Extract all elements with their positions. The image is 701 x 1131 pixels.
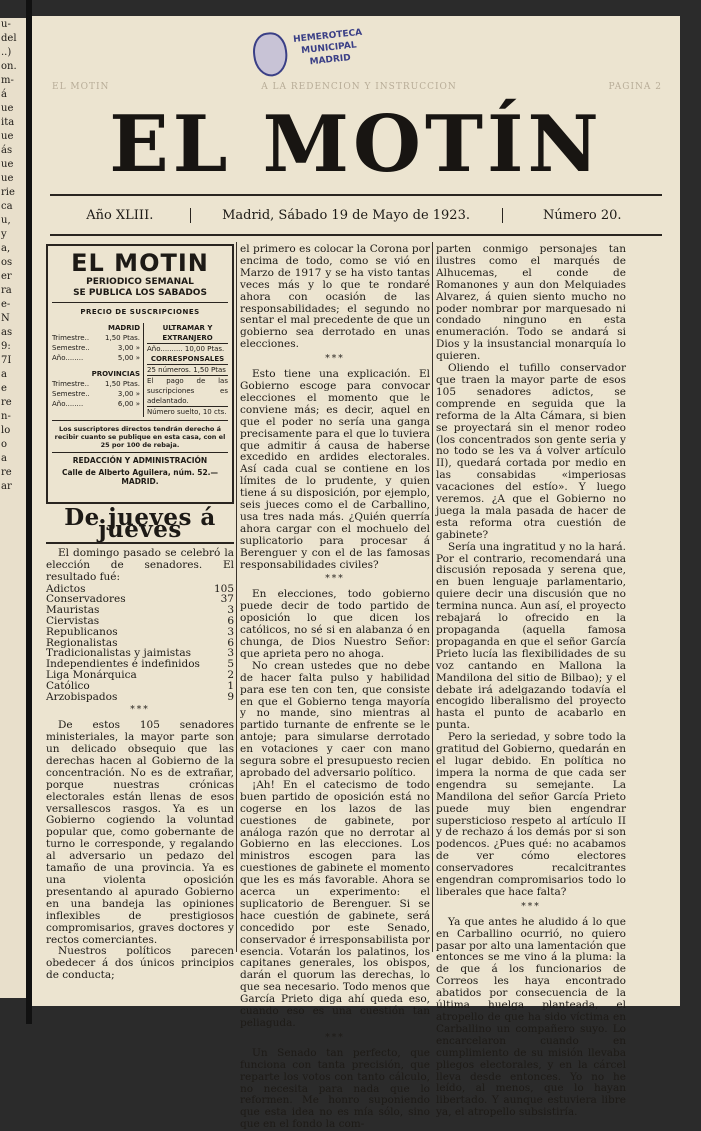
- party-name: Ciervistas: [46, 614, 100, 627]
- prev-page-fragment: lo: [1, 425, 11, 436]
- col2-paragraph-3: En elecciones, todo gobierno puede decir de todo partido de oposición lo que dicen los católicos, no sé si en alabanza ó en chunga, de Dios Nuestro Señor: que aprieta pero no ahoga.: [240, 588, 430, 660]
- election-results-list: [46, 584, 234, 703]
- admin-address: Calle de Alberto Aguilera, núm. 52.—MADRID.: [61, 467, 219, 486]
- col3-paragraph-5: Ya que antes he aludido á lo que en Carballino ocurrió, no quiero pasar por alto una lamentación que entonces se me vino á la pluma: la de que á los funcionarios de Correos les haya encontrado abatidos por consecuencia de la última huelga planteada, el atropello de que ha sido víctima en Carballino un compañero suyo. Lo encarcelaron cuando en cumplimiento de su misión llevaba pliegos electorales, y en la cárcel lleva desde entonces. Yo no he leído, al menos, que lo hayan libertado. Y aunque estuviera libre ya, el atropello subsistiría.: [436, 915, 626, 1119]
- col3-paragraph-3: Sería una ingratitud y no la hará. Por el contrario, recomendará una discusión reposada y serena que, en buen lenguaje parlamentario, quiere decir una discusión que no termina nunca. Aun así, el proyecto rebajará lo ofrecido en la propaganda (aquella famosa propaganda en que el señor García Prieto lucía las flexibilidades de su voz cantando en Mallona la Mandilona del sitio de Bilbao); y el debate irá adelgazando todavía el encogido liberalismo del proyecto hasta el punto de acabarlo en punta.: [436, 540, 626, 732]
- corresponsales-price: 25 números. 1,50 Ptas: [147, 365, 226, 374]
- prev-page-fragment: á: [1, 89, 7, 100]
- provincias-heading: PROVINCIAS: [91, 369, 140, 378]
- prev-page-fragment: y: [1, 229, 7, 240]
- party-name: Regionalistas: [46, 636, 118, 649]
- column-2: [240, 244, 430, 1131]
- separator-stars: ***: [325, 574, 345, 585]
- result-row: [46, 681, 234, 692]
- seat-count: 9: [227, 690, 234, 703]
- party-name: Republicanos: [46, 625, 118, 638]
- seat-count: 105: [213, 582, 234, 595]
- price-period: Año........: [52, 399, 84, 408]
- col2-paragraph-1: el primero es colocar la Corona por encima de todo, como se vió en Marzo de 1917 y se ha visto tantas veces más y lo que te rondaré ahora con ocasión de las responsabilidades; el segundo no sentar el mal precedente de que un gobierno sea derrotado en unas elecciones.: [240, 243, 430, 351]
- price-row: [52, 353, 140, 363]
- price-row: [52, 343, 140, 353]
- prev-page-fragment: u,: [1, 215, 11, 226]
- seat-count: 6: [227, 614, 234, 627]
- party-name: Adictos: [46, 582, 86, 595]
- section-title: De jueves á jueves: [64, 504, 216, 543]
- price-period: Trimestre..: [52, 379, 90, 388]
- price-value: 1,50 Ptas.: [105, 379, 140, 388]
- price-value: 1,50 Ptas.: [105, 333, 140, 342]
- prev-page-fragment: ue: [1, 173, 14, 184]
- result-row: [46, 692, 234, 703]
- ultramar-price: Año.......... 10,00 Ptas.: [147, 344, 225, 353]
- issue-date: Madrid, Sábado 19 de Mayo de 1923.: [191, 208, 503, 223]
- prev-page-fragment: ar: [1, 481, 12, 492]
- seat-count: 3: [227, 647, 234, 660]
- prev-page-fragment: ra: [1, 285, 12, 296]
- seat-count: 3: [227, 625, 234, 638]
- madrid-heading: MADRID: [108, 323, 140, 332]
- column-1: [46, 244, 234, 982]
- prev-page-fragment: ca: [1, 201, 13, 212]
- box-subtitle-1: PERIODICO SEMANAL: [86, 277, 194, 287]
- party-name: Liga Monárquica: [46, 668, 137, 681]
- issue-year: Año XLIII.: [50, 208, 191, 223]
- prev-page-fragment: rie: [1, 187, 15, 198]
- seat-count: 6: [227, 636, 234, 649]
- separator-stars: ***: [130, 705, 150, 716]
- prev-page-fragment: u-: [1, 19, 11, 30]
- subscriber-note: Los suscriptores directos tendrán derecho á recibir cuanto se publique en esta casa, con el 25 por 100 de rebaja.: [54, 424, 226, 449]
- party-name: Mauristas: [46, 604, 100, 617]
- prev-page-fragment: ue: [1, 159, 14, 170]
- ghost-left: EL MOTIN: [52, 82, 110, 92]
- newspaper-page: [32, 16, 680, 1131]
- ultramar-heading: ULTRAMAR Y EXTRANJERO: [147, 323, 228, 344]
- issue-info-bar: [50, 194, 662, 236]
- admin-heading: REDACCIÓN Y ADMINISTRACIÓN: [72, 455, 208, 465]
- prev-page-fragment: re: [1, 397, 12, 408]
- box-subtitle-2: SE PUBLICA LOS SABADOS: [73, 288, 207, 298]
- seat-count: 3: [227, 604, 234, 617]
- stamp-line-2: MUNICIPAL: [300, 40, 358, 57]
- box-title: EL MOTIN: [71, 249, 209, 277]
- prev-page-fragment: a: [1, 369, 7, 380]
- col2-paragraph-6: Un Senado tan perfecto, que funciona con tanta precisión, que reparte los votos con tanto cálculo, no necesita para nada que lo reformen. Me honro suponiendo que esta idea no es mía sólo, sino que en el fondo la com-: [240, 1046, 430, 1131]
- prev-page-fragment: os: [1, 257, 13, 268]
- single-issue-price: Número suelto, 10 cts.: [147, 407, 227, 416]
- price-period: Trimestre..: [52, 333, 90, 342]
- party-name: Independientes é indefinidos: [46, 658, 200, 671]
- coat-of-arms-icon: [251, 31, 289, 78]
- col3-paragraph-2: Oliendo el tufillo conservador que traen la mayor parte de esos 105 senadores adictos, se comprende en seguida que la reforma de la Alta Cámara, si bien se proyectará sin el menor rodeo (los concentrados son gente seria y no todo se les va á volver artículo II), quedará cortada por medio en las consabidas «imperiosas vacaciones del estío». Y luego veremos. ¿A que el Gobierno no juega la mala pasada de hacer de esta reforma otra cuestión de gabinete?: [436, 362, 626, 541]
- stamp-line-1: HEMEROTECA: [292, 27, 363, 45]
- prev-page-fragment: e: [1, 383, 7, 394]
- stamp-line-3: MADRID: [309, 53, 352, 68]
- prev-page-fragment: N: [1, 313, 10, 324]
- price-value: 3,00 »: [117, 343, 140, 352]
- masthead-title: EL MOTÍN: [109, 99, 603, 190]
- prev-page-fragment: er: [1, 271, 12, 282]
- price-row: [52, 379, 140, 389]
- seat-count: 2: [227, 668, 234, 681]
- corresponsales-heading: CORRESPONSALES: [147, 354, 228, 365]
- price-period: Semestre..: [52, 389, 90, 398]
- prev-page-fragment: ue: [1, 103, 14, 114]
- price-period: Año........: [52, 353, 84, 362]
- election-intro: El domingo pasado se celebró la elección de senadores. El resultado fué:: [46, 546, 234, 583]
- prev-page-fragment: 9:: [1, 341, 11, 352]
- seat-count: 1: [227, 679, 234, 692]
- prices-title: PRECIO DE SUSCRIPCIONES: [80, 308, 200, 316]
- party-name: Tradicionalistas y jaimistas: [46, 647, 191, 660]
- price-row: [52, 333, 140, 343]
- result-row: [46, 627, 234, 638]
- price-period: Semestre..: [52, 343, 90, 352]
- party-name: Conservadores: [46, 593, 126, 606]
- col2-paragraph-5: ¡Ah! En el catecismo de todo buen partido de oposición está no cogerse en los lazos de las cuestiones de gabinete, por análoga razón que no derrotar al Gobierno en las elecciones. Los ministros escogen para las cuestiones de gabinete el momento que les es más favorable. Ahora se acerca un experimento: el suplicatorio de Berenguer. Si se hace cuestión de gabinete, será concedido por este Senado, conservador é irresponsabilista por esencia. Votarán los palatinos, los capitanes generales, los obispos, darán el quorum las derechas, lo que sea necesario. Todo menos que García Prieto diga ahí queda eso, cuando eso es una cuestión tan peliaguda.: [240, 778, 430, 1029]
- prev-page-fragment: e-: [1, 299, 11, 310]
- prev-page-fragment: a: [1, 453, 7, 464]
- price-row: [52, 399, 140, 409]
- payment-note: El pago de las suscripciones es adelantado.: [147, 376, 228, 405]
- party-name: Católico: [46, 679, 90, 692]
- col1-paragraph-1: De estos 105 senadores ministeriales, la mayor parte son un delicado obsequio que las derechas hacen al Gobierno de la concentración. No es de extrañar, porque nuestras crónicas electorales están llenas de esos versallescos rasgos. Ya es un Gobierno cogiendo la voluntad popular que, como gobernante de turno le corresponde, y regalando al adversario un pedazo del tamaño de una provincia. Ya es una violenta oposición presentando al apurado Gobierno en una bandeja las opiniones inflexibles de prestigiosos compromisarios, graves doctores y rectos comerciantes.: [46, 719, 234, 946]
- separator-stars: ***: [325, 354, 345, 365]
- subscription-box: [46, 244, 234, 504]
- party-name: Arzobispados: [46, 690, 118, 703]
- prev-page-fragment: ita: [1, 117, 15, 128]
- column-divider: [432, 242, 433, 952]
- col3-paragraph-1: parten conmigo personajes tan ilustres como el marqués de Alhucemas, el conde de Romanones y aun don Melquiades Alvarez, á quien siento mucho no poder nombrar por marquesado ni condado ninguno en esta enumeración. Todo se andará si Dios y la insustancial monarquía lo quieren.: [436, 243, 626, 363]
- prev-page-fragment: m-: [1, 75, 14, 86]
- price-value: 6,00 »: [117, 399, 140, 408]
- prev-page-fragment: o: [1, 439, 8, 450]
- separator-stars: ***: [521, 901, 541, 912]
- ghost-center: A LA REDENCION Y INSTRUCCION: [261, 82, 457, 92]
- price-row: [52, 389, 140, 399]
- col3-paragraph-4: Pero la seriedad, y sobre todo la gratitud del Gobierno, quedarán en el lugar debido. En política no impera la norma de que cada ser engendra su semejante. La Mandilona del señor García Prieto puede muy bien engendrar supersticioso respeto al artículo II y de rechazo á los demás por si son podencos. ¿Pues qué: no acabamos de ver cómo electores conservadores recalcitrantes engendran compromisarios todo lo liberales que hace falta?: [436, 731, 626, 898]
- column-3: [436, 244, 626, 1119]
- price-value: 5,00 »: [117, 353, 140, 362]
- prev-page-fragment: ás: [1, 145, 13, 156]
- col2-paragraph-2: Esto tiene una explicación. El Gobierno escoge para convocar elecciones el momento que le conviene más; es decir, aquel en que el poder no sería una ganga precisamente para el que lo tuviera que admitir á causa de haberse excedido en ardides electorales. Así cada cual se contiene en los límites de lo prudente, y quien tiene á su disposición, por ejemplo, seis jueces como el de Carballino, usa tres nada más. ¿Quién querría ahora cargar con el mochuelo del suplicatorio para procesar á Berenguer y con el de las famosas responsabilidades civiles?: [240, 368, 430, 571]
- issue-number: Número 20.: [542, 207, 622, 223]
- seat-count: 5: [227, 658, 234, 671]
- prev-page-fragment: as: [1, 327, 13, 338]
- price-value: 3,00 »: [117, 389, 140, 398]
- prev-page-fragment: ..): [1, 47, 12, 58]
- column-divider: [236, 242, 237, 952]
- prev-page-fragment: ue: [1, 131, 14, 142]
- seat-count: 37: [220, 593, 234, 606]
- prev-page-fragment: n-: [1, 411, 11, 422]
- prev-page-fragment: re: [1, 467, 12, 478]
- prev-page-fragment: on.: [1, 61, 17, 72]
- separator-stars: ***: [325, 1032, 345, 1043]
- library-stamp: [251, 20, 375, 98]
- col2-paragraph-4: No crean ustedes que no debe de hacer falta pulso y habilidad para ese ten con ten, que consiste en que el Gobierno tenga mayoría y no mande, sino mientras al partido turnante de enfrente se le antoje; para simularse derrotado en votaciones y caer con mano segura sobre el presupuesto recien aprobado del adversario político.: [240, 659, 430, 779]
- prev-page-fragment: 7I: [1, 355, 12, 366]
- prev-page-fragment: a,: [1, 243, 11, 254]
- previous-page-edge: [0, 18, 26, 998]
- price-table: [52, 323, 228, 417]
- prev-page-fragment: del: [1, 33, 17, 44]
- ghost-right: PAGINA 2: [608, 82, 662, 92]
- col1-paragraph-2: Nuestros políticos parecen obedecer á dos únicos principios de conducta;: [46, 945, 234, 982]
